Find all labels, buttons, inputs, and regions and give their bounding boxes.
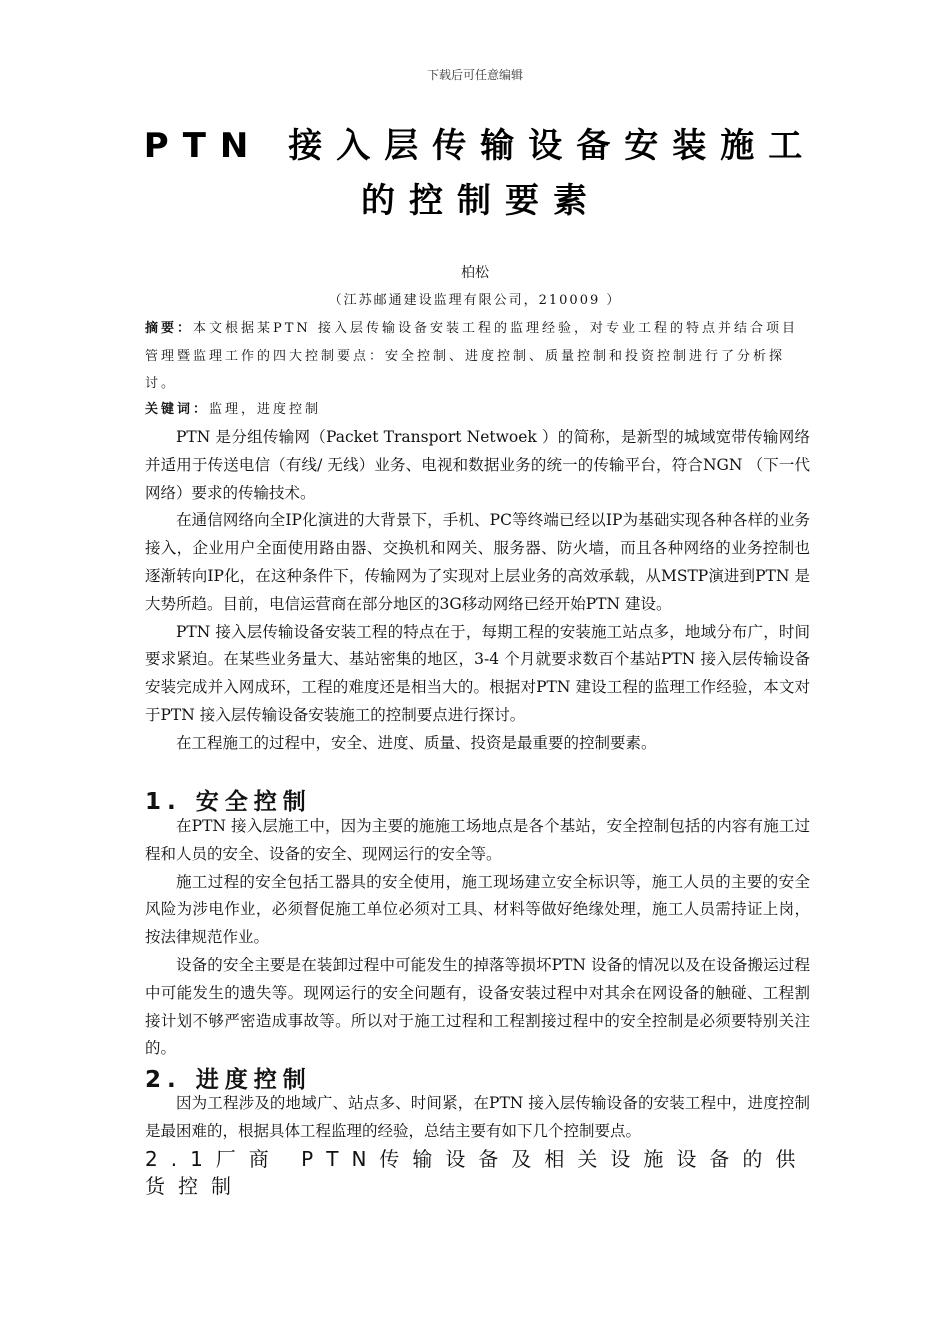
paragraph: 因为工程涉及的地域广、站点多、时间紧，在PTN 接入层传输设备的安装工程中，进度控制是最困难的，根据具体工程监理的经验，总结主要有如下几个控制要点。 xyxy=(145,1094,810,1140)
keywords xyxy=(145,396,810,424)
paragraph: PTN 接入层传输设备安装工程的特点在于，每期工程的安装施工站点多，地域分布广，时间要求紧迫。在某些业务量大、基站密集的地区，3-4 个月就要求数百个基站PTN 接入层传输设备安装完成并入网成环，工程的难度还是相当大的。根据对PTN 建设工程的监理工作经验，本文对于PTN 接入层传输设备安装施工的控制要点进行探讨。 xyxy=(145,622,810,724)
paragraph: 设备的安全主要是在装卸过程中可能发生的掉落等损坏PTN 设备的情况以及在设备搬运过程中可能发生的遗失等。现网运行的安全问题有，设备安装过程中对其余在网设备的触碰、工程割接计划不够严密造成事故等。所以对于施工过程和工程割接过程中的安全控制是必须要特别关注的。 xyxy=(145,955,810,1058)
abstract xyxy=(145,315,810,398)
keywords-text: 监理，进度控制 xyxy=(209,402,322,417)
section-2-body xyxy=(145,1090,810,1146)
paragraph: 在工程施工的过程中，安全、进度、质量、投资是最重要的控制要素。 xyxy=(176,733,657,752)
title-line-2: 的控制要素 xyxy=(361,181,601,221)
section-2-heading: 2. 进度控制 xyxy=(145,1067,312,1093)
paragraph: PTN 是分组传输网（Packet Transport Netwoek ）的简称，是新型的城域宽带传输网络并适用于传送电信（有线/ 无线）业务、电视和数据业务的统一的传输平台，符合NGN （下一代网络）要求的传输技术。 xyxy=(145,428,810,502)
paragraph: 在通信网络向全IP化演进的大背景下，手机、PC等终端已经以IP为基础实现各种各样的业务接入，企业用户全面使用路由器、交换机和网关、服务器、防火墙，而且各种网络的业务控制也逐渐转向IP化，在这种条件下，传输网为了实现对上层业务的高效承载，从MSTP演进到PTN 是大势所趋。目前，电信运营商在部分地区的3G移动网络已经开始PTN 建设。 xyxy=(145,511,810,613)
section-1-heading: 1. 安全控制 xyxy=(145,789,312,815)
author: 柏松 xyxy=(461,265,489,281)
section-1-body xyxy=(145,813,810,1063)
header-note: 下载后可任意编辑 xyxy=(426,68,523,82)
paragraph: 施工过程的安全包括工器具的安全使用，施工现场建立安全标识等，施工人员的主要的安全风险为涉电作业，必须督促施工单位必须对工具、材料等做好绝缘处理，施工人员需持证上岗，按法律规范作业。 xyxy=(145,872,810,947)
keywords-label: 关键词： xyxy=(145,402,210,417)
title-line-1: PTN 接入层传输设备安装施工 xyxy=(143,126,817,166)
paragraph: 在PTN 接入层施工中，因为主要的施施工场地点是各个基站，安全控制包括的内容有施工过程和人员的安全、设备的安全、现网运行的安全等。 xyxy=(145,817,810,863)
intro-section xyxy=(145,424,810,758)
subsection-2-1-heading: 2.1厂商 PTN传输设备及相关设施设备的供货控制 xyxy=(145,1147,809,1198)
abstract-label: 摘要： xyxy=(145,321,194,336)
affiliation: （江苏邮通建设监理有限公司，210009 ） xyxy=(328,293,622,308)
abstract-text: 本文根据某PTN 接入层传输设备安装工程的监理经验，对专业工程的特点并结合项目管理暨监理工作的四大控制要点：安全控制、进度控制、质量控制和投资控制进行了分析探讨。 xyxy=(145,321,798,391)
